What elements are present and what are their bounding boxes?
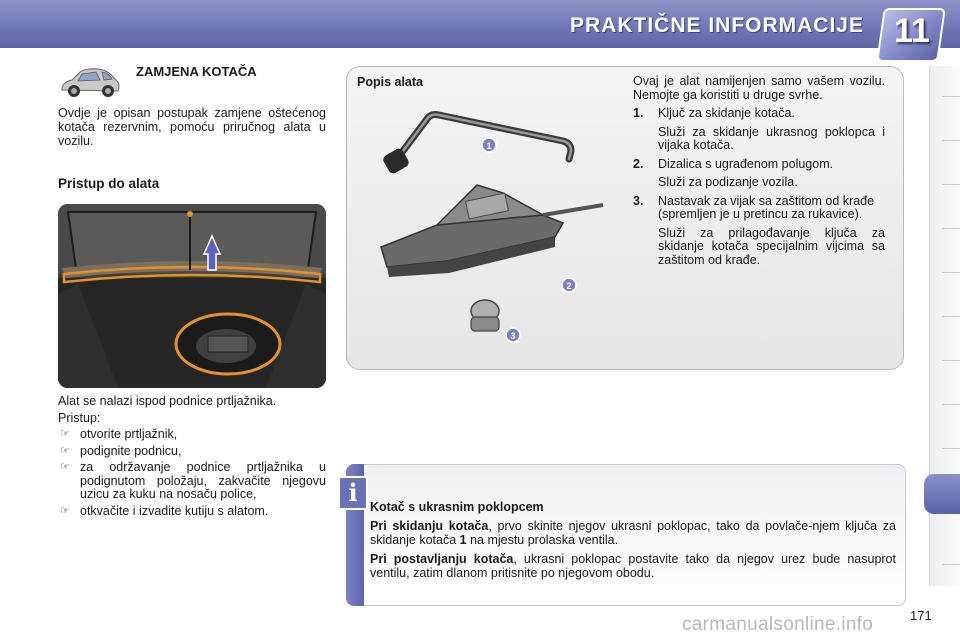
access-steps [58, 428, 326, 521]
list-item: ☞ otvorite prtljažnik, [60, 427, 178, 441]
tools-description [633, 75, 885, 267]
pointing-hand-icon: ☞ [60, 504, 70, 517]
pointing-hand-icon: ☞ [60, 428, 70, 440]
item-description: Služi za prilagođavanje ključa za skidanje kotača specijalnim vijcima sa zaštitom od krađe. [658, 225, 885, 267]
info-icon: i [338, 476, 368, 510]
item-description: Služi za skidanje ukrasnog poklopca i vijaka kotača. [658, 124, 885, 152]
page-title: PRAKTIČNE INFORMACIJE [569, 14, 864, 37]
info-title: Kotač s ukrasnim poklopcem [370, 500, 544, 514]
access-label: Pristup: [58, 411, 101, 425]
chapter-tab-active[interactable] [924, 474, 960, 514]
subsection-title: Pristup do alata [58, 176, 160, 191]
intro-text: Ovdje je opisan postupak zamjene oštećenog kotača rezervnim, pomoću priručnog alata u vozilu. [58, 106, 326, 148]
trunk-photo [58, 204, 326, 388]
section-title: ZAMJENA KOTAČA [136, 64, 257, 79]
chapter-number: 11 [894, 12, 930, 50]
list-item: 3. Nastavak za vijak sa zaštitom od krađe (spremljen je u pretincu za rukavice). [633, 193, 875, 221]
tools-illustration [367, 97, 617, 357]
list-item: ☞ otkvačite i izvadite kutiju s alatom. [60, 503, 269, 518]
panel-title: Popis alata [357, 75, 423, 89]
tools-intro: Ovaj je alat namijenjen samo vašem vozilu. Nemojte ga koristiti u druge svrhe. [633, 74, 885, 102]
pointing-hand-icon: ☞ [60, 461, 70, 473]
item-description: Služi za podizanje vozila. [658, 175, 798, 189]
callout-1: 1 [486, 141, 492, 151]
list-item: 2. Dizalica s ugrađenom polugom. [633, 156, 834, 171]
list-item: ☞ podignite podnicu, [60, 443, 182, 458]
watermark: carmanualsonline.info [682, 614, 874, 635]
location-note: Alat se nalazi ispod podnice prtljažnika. [58, 394, 277, 408]
car-icon [58, 64, 122, 100]
pointing-hand-icon: ☞ [60, 444, 70, 457]
list-item: 1. Ključ za skidanje kotača. [633, 106, 795, 120]
callout-2: 2 [566, 281, 572, 291]
info-content: Kotač s ukrasnim poklopcem Pri skidanju kotača, prvo skinite njegov ukrasni poklopac, tako da povlače-njem ključa za skidanje kotača 1 na mjestu prolaska ventila. Pri postavljanju kotača, ukrasni poklopac postavite tako da njegov urez bude nasuprot ventilu, zatim dlanom pritisnite po njegovom obodu. [370, 500, 896, 580]
tools-panel [346, 66, 904, 370]
list-item: ☞ za održavanje podnice prtljažnika u podignutom položaju, zakvačite njegovu uzicu za kuku na nosaču police, [60, 460, 326, 501]
callout-3: 3 [510, 331, 516, 341]
page-number: 171 [910, 608, 932, 623]
